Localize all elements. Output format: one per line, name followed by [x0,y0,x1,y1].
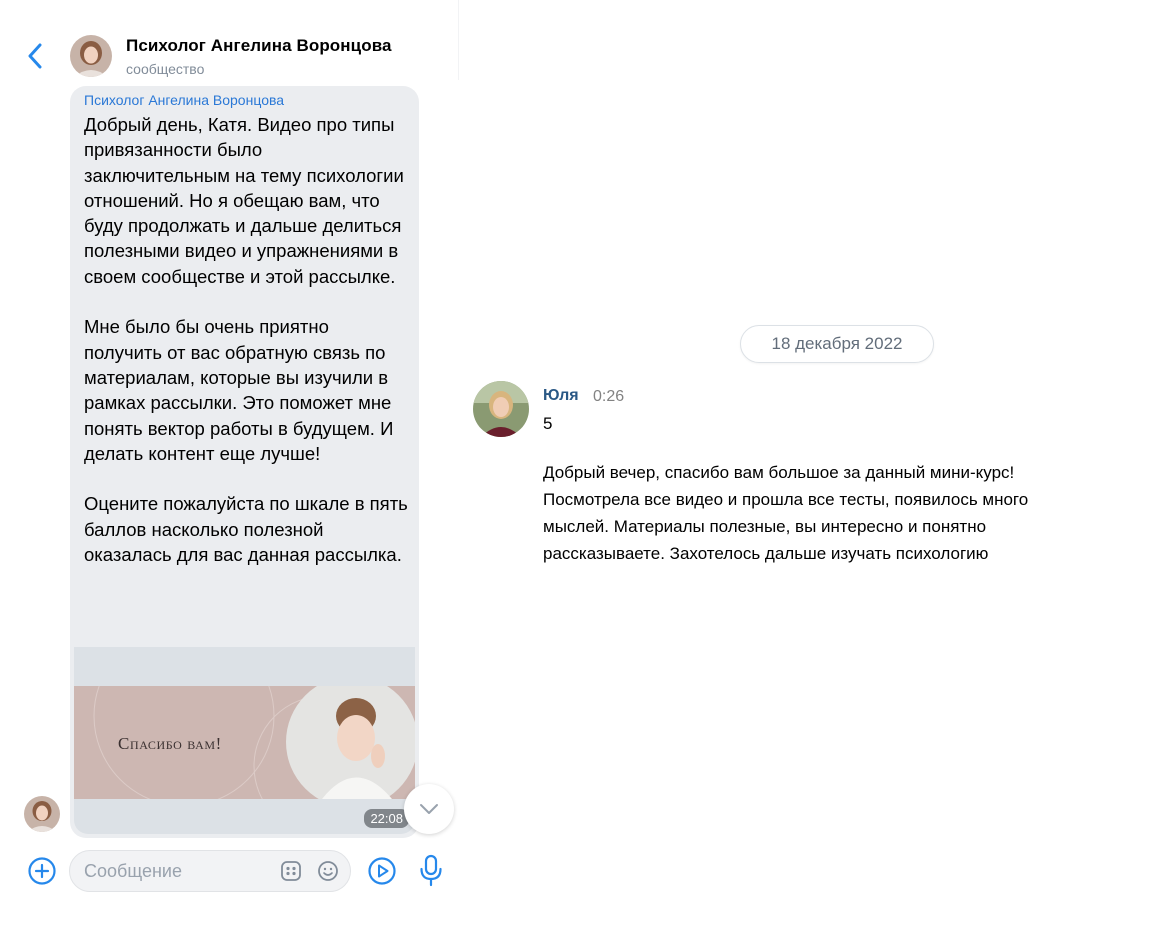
attachment-image [74,686,415,799]
play-circle-icon[interactable] [367,856,397,886]
message-text: Добрый день, Катя. Видео про типы привязанности было заключительным на тему психологии отношений. Но я обещаю вам, что буду продолжать и дальше делиться полезными видео и упражнениями в своем сообществе и этой рассылке. Мне было бы очень приятно получить от вас обратную связь по материалам, которые вы изучили в рамках рассылки. Это поможет мне понять вектор работы в будущем. И делать контент еще лучше! Оцените пожалуйста по шкале в пять баллов насколько полезной оказалась для вас данная рассылка. [84,114,408,566]
smile-icon[interactable] [317,860,339,882]
message-bubble [70,86,419,838]
message-author[interactable]: Юля [543,387,579,404]
message-time: 22:08 [364,809,409,828]
message-input[interactable] [69,850,351,892]
sticker-icon[interactable] [280,860,302,882]
chevron-left-icon [27,43,43,69]
message-sender[interactable]: Психолог Ангелина Воронцова [84,92,285,108]
scroll-down-button[interactable] [404,784,454,834]
date-separator: 18 декабря 2022 [740,325,934,363]
message-timestamp[interactable]: 0:26 [593,388,625,405]
panel-divider [458,0,459,80]
message-rating: 5 [543,414,553,433]
microphone-icon[interactable] [418,854,444,888]
mobile-chat [0,0,460,920]
chat-subtitle: сообщество [126,61,205,77]
image-attachment[interactable] [74,647,415,834]
chat-title[interactable]: Психолог Ангелина Воронцова [126,36,392,55]
back-button[interactable] [22,40,48,72]
community-avatar[interactable] [70,35,112,77]
message-body: Добрый вечер, спасибо вам большое за данный мини-курс! Посмотрела все видео и прошла все тесты, появилось много мыслей. Материалы полезные, вы интересно и понятно рассказываете. Захотелось дальше изучать психологию [543,463,1029,563]
author-avatar[interactable] [473,381,529,437]
sender-avatar[interactable] [24,796,60,832]
message-input-placeholder: Сообщение [84,861,182,881]
attachment-caption: Спасибо вам! [118,734,222,753]
chevron-down-icon [419,803,439,815]
plus-circle-icon[interactable] [27,856,57,886]
